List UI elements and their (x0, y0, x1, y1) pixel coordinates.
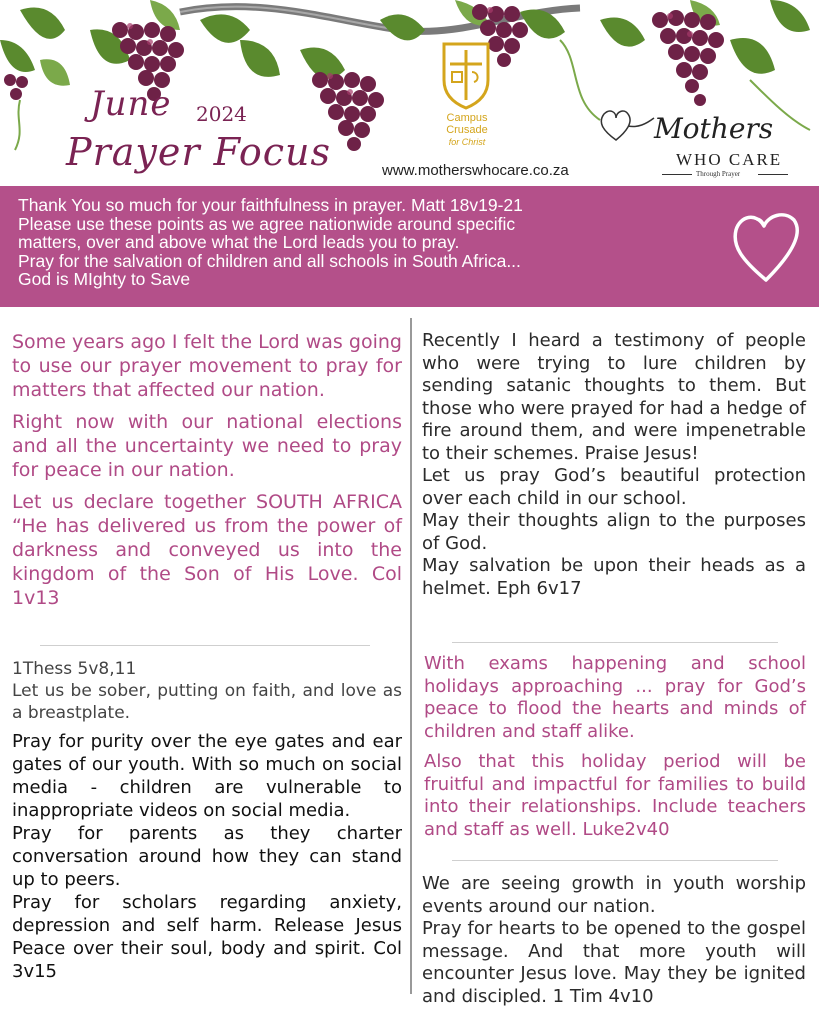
left-paragraph-5: Pray for purity over the eye gates and ear gates of our youth. With so much on social media - children are vulnerable to inappropriate videos on social media. (12, 731, 402, 821)
title-prayer-focus: Prayer Focus (66, 130, 332, 174)
right-paragraph-5: With exams happening and school holidays approaching ... pray for God’s peace to flood the hearts and minds of children and staff alike. (424, 653, 806, 742)
campus-crusade-logo-text: Campus Crusade for Christ (446, 112, 488, 147)
right-divider-1 (452, 642, 778, 643)
left-paragraph-1: Some years ago I felt the Lord was going to use our prayer movement to pray for matters that affected our nation. (12, 331, 402, 401)
right-paragraph-2: Let us pray God’s beautiful protection over each child in our school. (422, 465, 806, 509)
logo-rule-left (662, 174, 692, 175)
campus-crusade-logo-icon (438, 40, 494, 110)
right-paragraph-3: May their thoughts align to the purposes of God. (422, 510, 806, 554)
banner-line: Pray for the salvation of children and all schools in South Africa... (18, 250, 521, 271)
column-divider (410, 318, 412, 994)
banner-line: God is MIghty to Save (18, 269, 191, 289)
title-month: June (90, 84, 172, 124)
mothers-who-care-logo-title: Mothers (654, 112, 774, 145)
banner-line: Thank You so much for your faithfulness in prayer. Matt 18v19-21 (18, 195, 523, 215)
scripture-reference: 1Thess 5v8,11 (12, 659, 137, 679)
right-paragraph-8: Pray for hearts to be opened to the gospel message. And that more youth will encounter Jesus love. May they be ignited and discipled. 1 Tim 4v10 (422, 918, 806, 1007)
left-divider (40, 645, 370, 646)
right-paragraph-7: We are seeing growth in youth worship events around our nation. (422, 873, 806, 917)
mothers-who-care-logo-tagline: Through Prayer (696, 170, 741, 178)
mothers-who-care-logo-subtitle: WHO CARE (676, 150, 783, 169)
left-paragraph-7: Pray for scholars regarding anxiety, depression and self harm. Release Jesus Peace over their soul, body and spirit. Col 3v15 (12, 892, 402, 982)
right-column-lower (422, 873, 806, 1008)
left-paragraph-6: Pray for parents as they charter conversation around how they can stand up to peers. (12, 823, 402, 890)
heart-outline-icon (728, 208, 804, 288)
banner-text (18, 196, 708, 289)
logo-rule-right (758, 174, 788, 175)
right-column (422, 330, 806, 600)
left-paragraph-3: Let us declare together SOUTH AFRICA “He has delivered us from the power of darkness and conveyed us into the kingdom of the Son of His Love. Col 1v13 (12, 491, 402, 609)
left-paragraph-2: Right now with our national elections and all the uncertainty we need to pray for peace in our nation. (12, 411, 402, 481)
banner-line: matters, over and above what the Lord leads you to pray. (18, 232, 460, 252)
left-paragraph-4: Let us be sober, putting on faith, and love as a breastplate. (12, 681, 402, 723)
banner-line: Please use these points as we agree nationwide around specific (18, 213, 516, 234)
intro-banner (0, 186, 819, 307)
left-column (12, 330, 402, 610)
left-column-lower (12, 658, 402, 983)
right-divider-2 (452, 860, 778, 861)
header (0, 0, 819, 186)
right-paragraph-4: May salvation be upon their heads as a helmet. Eph 6v17 (422, 555, 806, 599)
right-column-middle (424, 653, 806, 841)
website-link[interactable]: www.motherswhocare.co.za (382, 162, 569, 179)
right-paragraph-6: Also that this holiday period will be fruitful and impactful for families to build into their relationships. Include teachers and staff as well. Luke2v40 (424, 751, 806, 840)
title-year: 2024 (196, 102, 247, 126)
right-paragraph-1: Recently I heard a testimony of people who were trying to lure children by sending satanic thoughts to them. But those who were prayed for had a hedge of fire around them, and were impenetrable to their schemes. Praise Jesus! (422, 330, 806, 464)
mothers-who-care-heart-icon (596, 106, 656, 146)
